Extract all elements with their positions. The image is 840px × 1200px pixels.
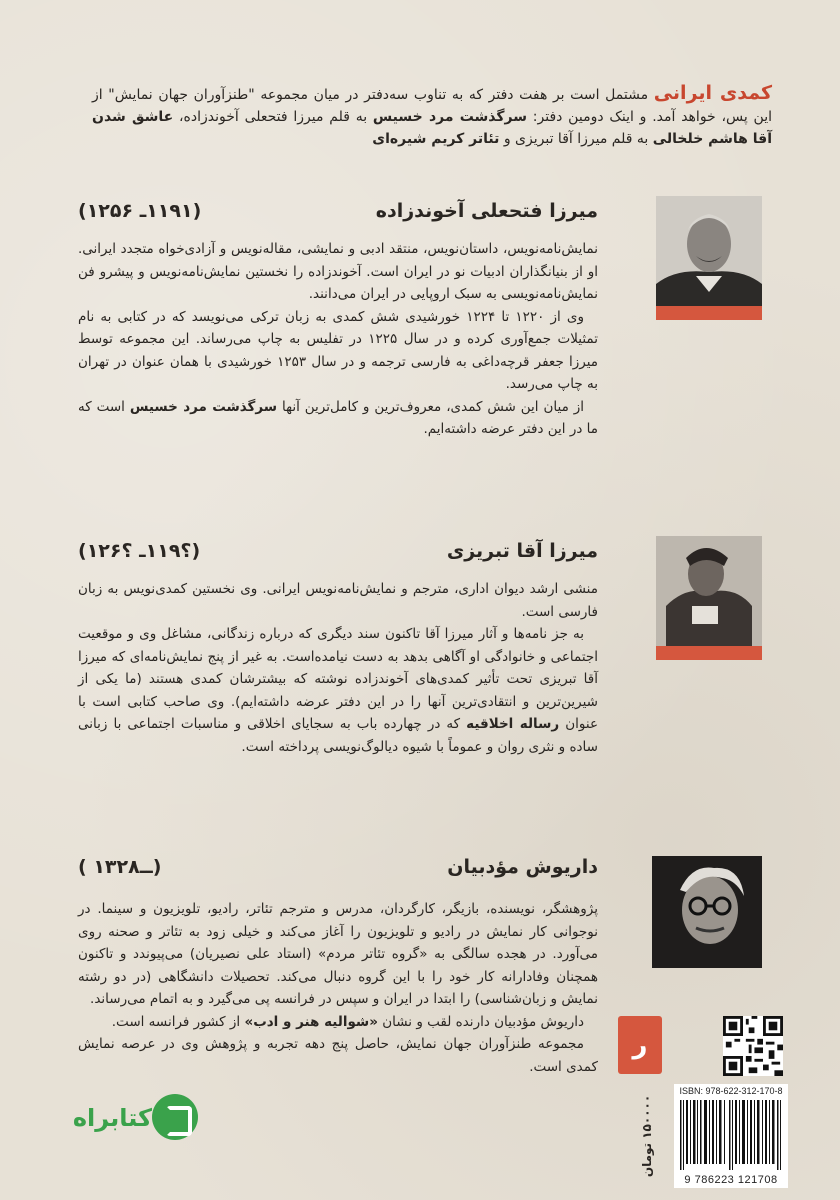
portrait-akhundzadeh xyxy=(656,196,762,320)
portrait-photo-icon xyxy=(656,536,762,646)
isbn-barcode xyxy=(674,1084,788,1188)
author-years: (ــ۱۳۲۸ ) xyxy=(78,856,162,878)
barcode-digits: 9 786223 121708 xyxy=(684,1174,778,1186)
barcode-bars-icon xyxy=(678,1100,784,1170)
author-heading xyxy=(78,200,598,230)
portrait-accent-bar xyxy=(656,646,762,660)
author-name: میرزا فتحعلی آخوندزاده xyxy=(375,200,598,222)
author-name: داریوش مؤدبیان xyxy=(447,856,598,878)
author-heading xyxy=(78,540,598,570)
portrait-accent-bar xyxy=(656,306,762,320)
portrait-photo-icon xyxy=(656,196,762,306)
author-bio: نمایش‌نامه‌نویس، داستان‌نویس، منتقد ادبی و نمایشی، مقاله‌نویس و آزادی‌خواه متجدد ایرانی. او از بنیانگذاران ادبیات نو در ایران است. آخوندزاده را نخستین نمایش‌نامه‌نویس و پیشرو فن نمایش‌نامه‌نویسی به سبک اروپایی در ایران می‌دانند. وی از ۱۲۲۰ تا ۱۲۲۴ خورشیدی شش کمدی به زبان ترکی می‌نویسد که در کتابی به نام تمثیلات جمع‌آوری کرده و در سال ۱۲۲۵ در تفلیس به چاپ می‌رساند. این مجموعه توسط میرزا جعفر قرچه‌داغی به فارسی ترجمه و در سال ۱۲۵۳ خورشیدی با همان عنوان در تهران به چاپ می‌رسد. از میان این شش کمدی، معروف‌ترین و کامل‌ترین آنها سرگذشت مرد خسیس است که ما در این دفتر عرضه داشته‌ایم. xyxy=(78,241,598,437)
author-name: میرزا آقا تبریزی xyxy=(446,540,598,562)
qr-code xyxy=(723,1016,783,1076)
author-heading xyxy=(78,856,598,886)
ketabrah-logo-icon xyxy=(152,1094,198,1140)
isbn-text: ISBN: 978-622-312-170-8 xyxy=(679,1086,783,1096)
portrait-moadabian xyxy=(652,856,762,968)
price-label: ۱۵۰۰۰۰ تومان xyxy=(640,1094,654,1178)
ketabrah-watermark xyxy=(44,1090,214,1150)
author-bio: پژوهشگر، نویسنده، بازیگر، کارگردان، مدرس و مترجم تئاتر، رادیو، تلویزیون و سینما. در نوجوانی کار نمایش در رادیو و تلویزیون را آغاز می‌کند و خیلی زود به تئاتر و صحنه روی می‌آورد. در هجده سالگی به «گروه تئاتر مردم» (استاد علی نصیریان) می‌پیوندد و تاکنون همچنان وفادارانه کار خود را با این گروه دنبال می‌کند. تحصیلات دانشگاهی (در دو رشته نمایش و زبان‌شناسی) را ابتدا در ایران و سپس در فرانسه پی می‌گیرد و به اتمام می‌رساند. داریوش مؤدبیان دارنده لقب و نشان «شوالیه هنر و ادب» از کشور فرانسه است. مجموعه طنزآوران جهان نمایش، حاصل پنج دهه تجربه و پژوهش وی در عرصه نمایش کمدی است. xyxy=(78,901,598,1075)
watermark-text: کتابراه xyxy=(72,1104,152,1132)
qr-code-icon xyxy=(723,1016,783,1076)
series-title: کمدی ایرانی xyxy=(653,82,772,104)
publisher-logo-icon: ر xyxy=(618,1016,662,1074)
portrait-mirza-agha xyxy=(656,536,762,660)
intro-paragraph: کمدی ایرانی مشتمل است بر هفت دفتر که به تناوب سه‌دفتر در میان مجموعه "طنزآوران جهان نمایش" از این پس، خواهد آمد. و اینک دومین دفتر: سرگذشت مرد خسیس به قلم میرزا فتحعلی آخوندزاده، عاشق شدن آقا هاشم خلخالی به قلم میرزا آقا تبریزی و تئاتر کریم شیره‌ای xyxy=(92,82,772,147)
author-bio: منشی ارشد دیوان اداری، مترجم و نمایش‌نامه‌نویس ایرانی. وی نخستین کمدی‌نویس به زبان فارسی است. به جز نامه‌ها و آثار میرزا آقا تاکنون سند دیگری که درباره زندگانی، مشاغل وی و موقعیت اجتماعی و خانوادگی او آگاهی بدهد به دست نیامده‌است. به غیر از پنج نمایش‌نامه‌ای که میرزا آقا تبریزی تحت تأثیر کمدی‌های آخوندزاده نوشته که بیشترشان کمدی هستند (ما یکی از شیرین‌ترین و انتقادی‌ترین آنها را در این دفتر عرضه داشته‌ایم). وی صاحب کتابی است با عنوان رساله اخلاقیه که در چهارده باب به سجایای اخلاقی و مناسبات اجتماعی با زبانی ساده و نثری روان و عموماً با شیوه دیالوگ‌نویسی پرداخته است. xyxy=(78,581,598,755)
author-years: (۱۱۹۱ـ ۱۲۵۶) xyxy=(78,200,202,222)
author-years: (؟۱۱۹ـ ؟۱۲۶) xyxy=(78,540,201,562)
portrait-photo-icon xyxy=(652,856,762,968)
